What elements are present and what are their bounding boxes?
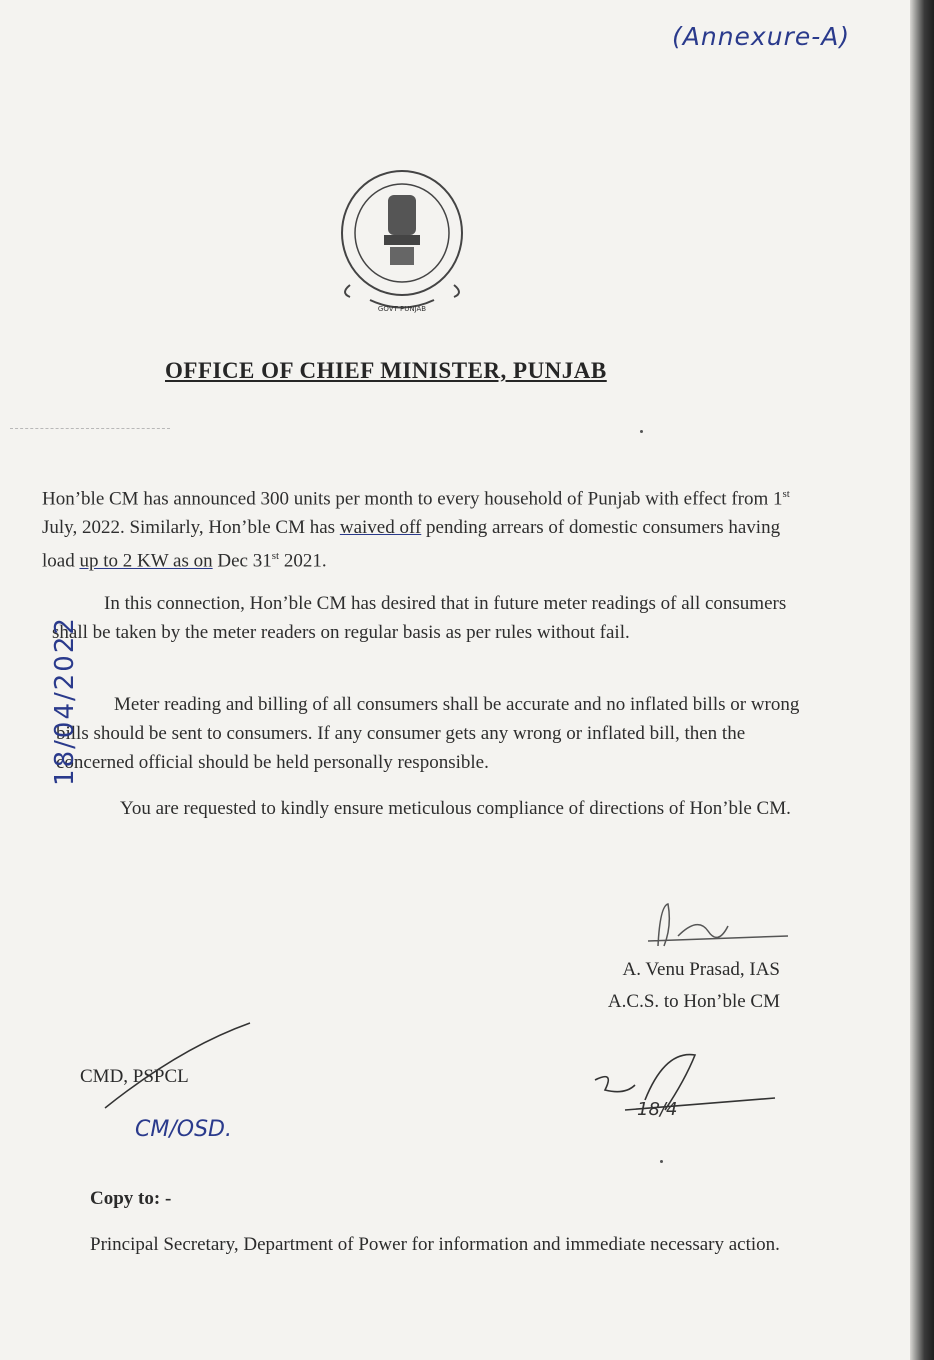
paragraph-billing: Meter reading and billing of all consumers shall be accurate and no inflated bills or wrong bills should be sent to consumers. If any consumer gets any wrong or inflated bill, then the concerned official should be held personally responsible. bbox=[56, 694, 800, 773]
signatory-designation: A.C.S. to Hon’ble CM bbox=[607, 991, 780, 1012]
paragraph-meter-readings: In this connection, Hon’ble CM has desired that in future meter readings of all consumers shall be taken by the meter readers on regular basis as per rules without fail. bbox=[52, 593, 787, 643]
paragraph-announcement: Hon’ble CM has announced 300 units per month to every household of Punjab with effect from 1st July, 2022. Similarly, Hon’ble CM has waived off pending arrears of domestic consumers having load up to 2 KW as on Dec 31st 2021. bbox=[42, 488, 790, 572]
handwritten-side-date: 18/04/2022 bbox=[50, 616, 80, 786]
emblem-label: GOVT PUNJAB bbox=[377, 305, 427, 313]
handwritten-signature-icon bbox=[585, 1040, 785, 1130]
sig-date-text: 18/4 bbox=[637, 1099, 678, 1120]
page-title: OFFICE OF CHIEF MINISTER, PUNJAB bbox=[165, 358, 607, 383]
cmd-handwritten-note bbox=[100, 1018, 270, 1148]
paragraph-compliance: You are requested to kindly ensure meticulous compliance of directions of Hon’ble CM. bbox=[120, 798, 791, 819]
copy-to-text: Principal Secretary, Department of Power for information and immediate necessary action. bbox=[90, 1234, 780, 1255]
divider bbox=[10, 428, 170, 429]
speck bbox=[640, 430, 643, 433]
copy-to-heading: Copy to: - bbox=[90, 1188, 172, 1209]
signatory-name: A. Venu Prasad, IAS bbox=[622, 959, 780, 980]
signatory-block bbox=[608, 954, 780, 1018]
speck bbox=[660, 1160, 663, 1163]
punjab-govt-emblem-icon bbox=[330, 165, 480, 325]
page-edge bbox=[910, 0, 934, 1360]
annexure-annotation: (Annexure-A) bbox=[672, 22, 851, 51]
cmd-note-text: CM/OSD. bbox=[135, 1117, 232, 1142]
addressee: CMD, PSPCL bbox=[80, 1066, 189, 1087]
